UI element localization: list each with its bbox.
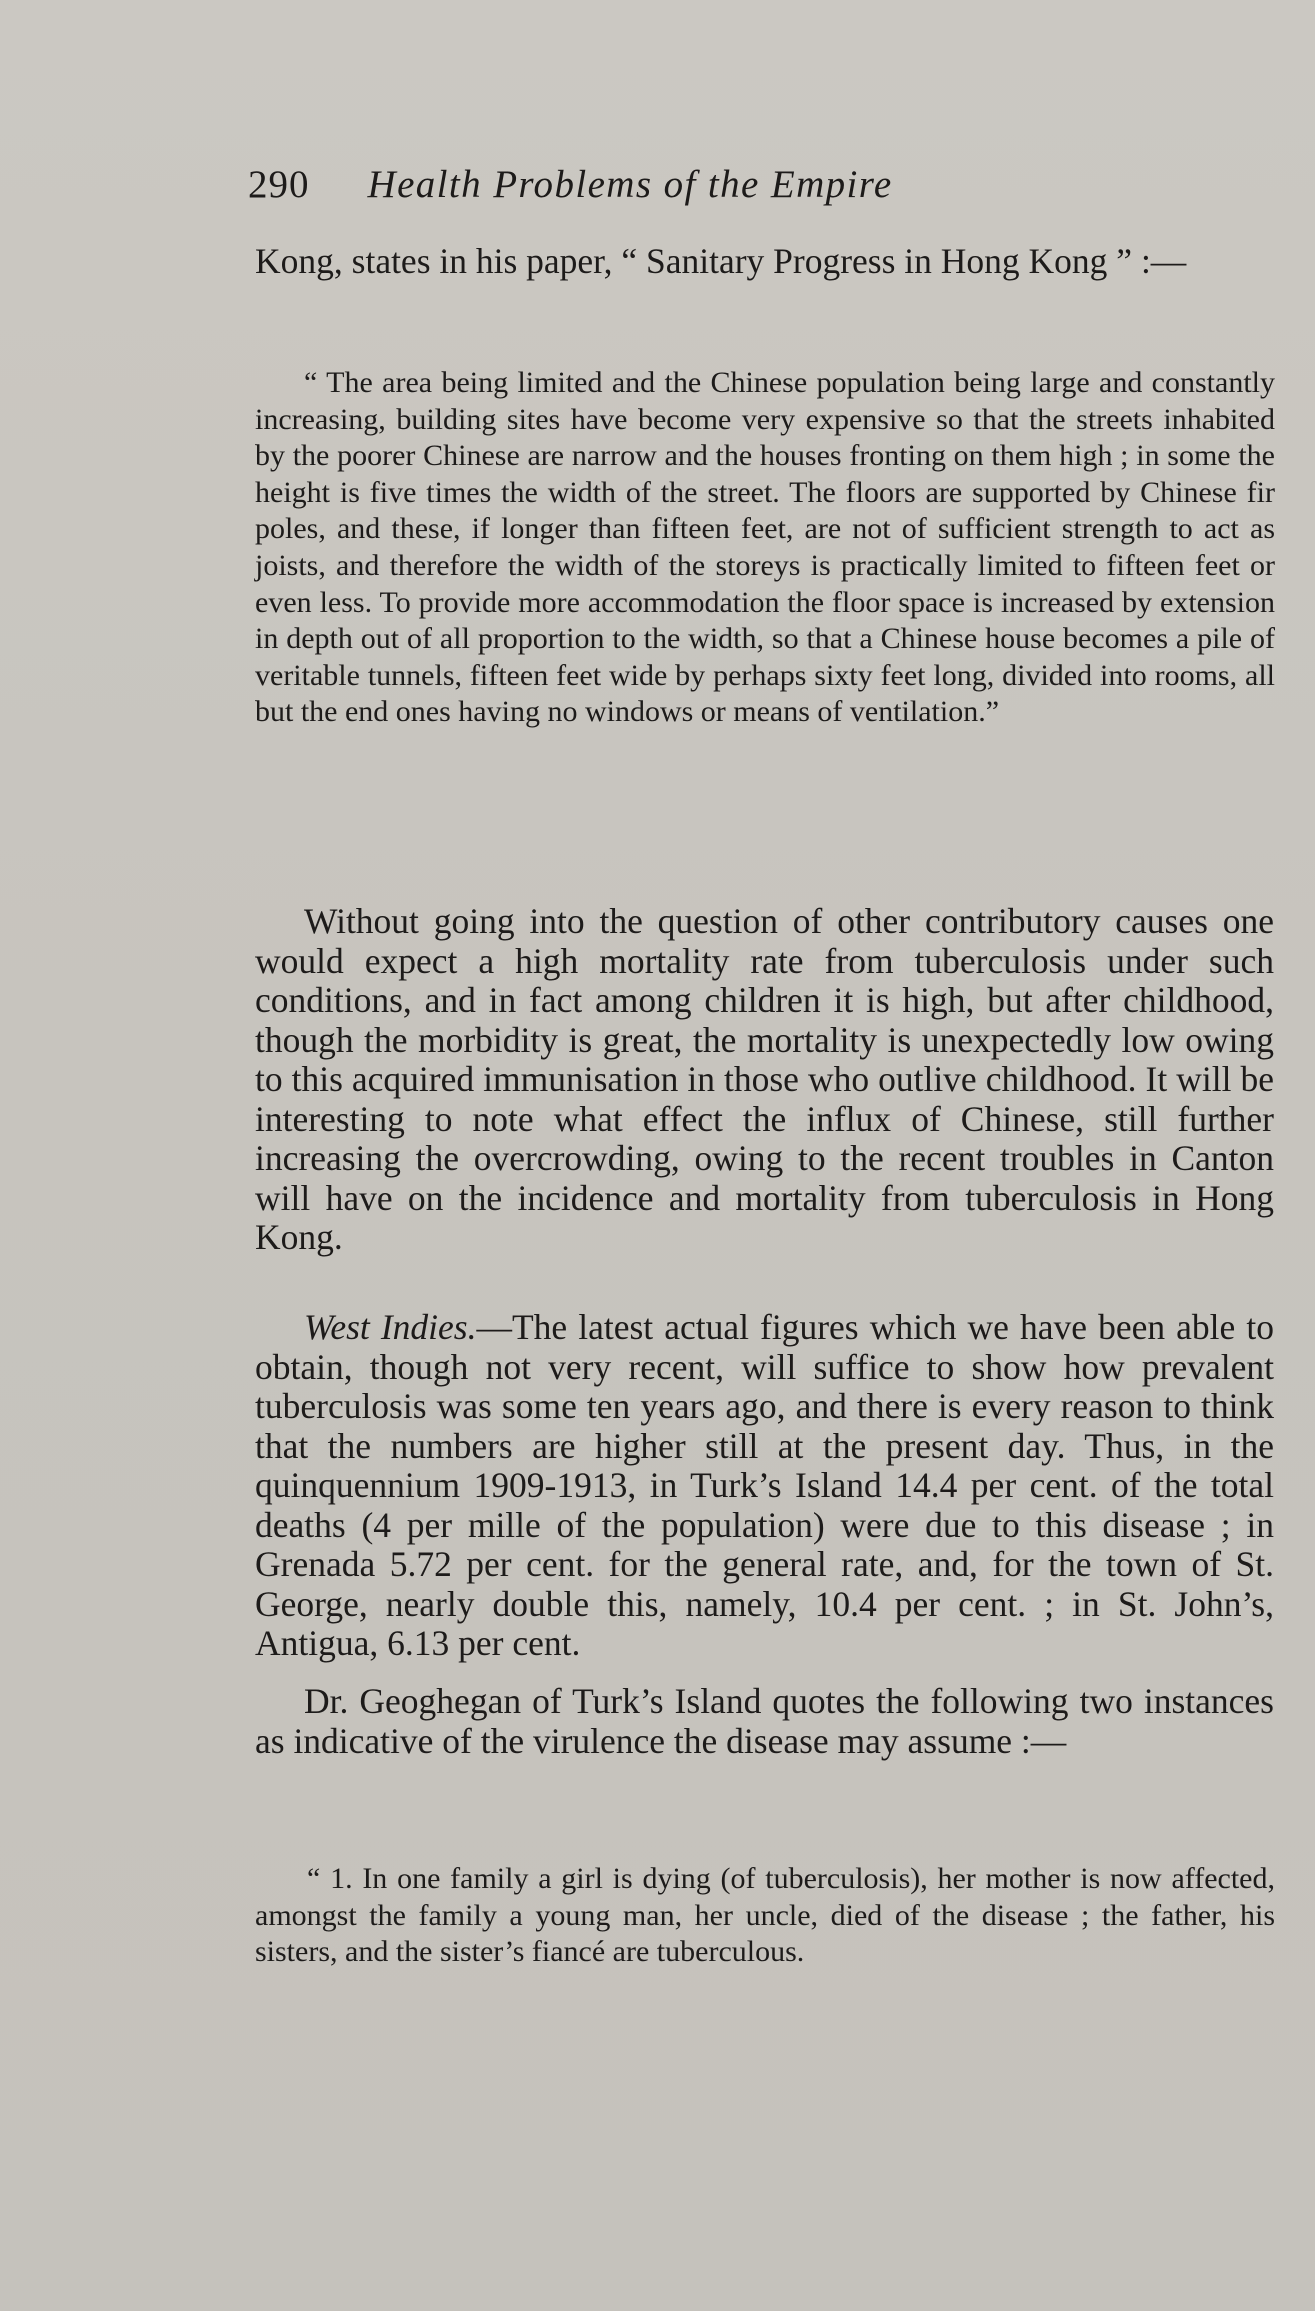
body-paragraph-2 (255, 1308, 1274, 1664)
section-lead: West Indies. (304, 1307, 477, 1347)
quotation-block-2 (255, 1861, 1275, 1971)
body-paragraph-3: Dr. Geoghegan of Turk’s Island quotes the following two instances as indicative of the virulence the disease may assume :— (255, 1681, 1274, 1761)
running-title: Health Problems of the Empire (367, 163, 893, 206)
quotation-paragraph-1: “ The area being limited and the Chinese population being large and constantly increasing, building sites have become very expensive so that the streets inhabited by the poorer Chinese are narrow and the houses fronting on them high ; in some the height is five times the width of the street. The floors are supported by Chinese fir poles, and these, if longer than fifteen feet, are not of sufficient strength to act as joists, and therefore the width of the storeys is practically limited to fifteen feet or even less. To provide more accommodation the floor space is increased by extension in depth out of all proportion to the width, so that a Chinese house becomes a pile of veritable tunnels, fifteen feet wide by perhaps sixty feet long, divided into rooms, all but the end ones having no windows or means of ventilation.” (255, 366, 1275, 729)
quotation-block-1 (255, 365, 1275, 731)
page-header (248, 162, 1093, 218)
intro-paragraph: Kong, states in his paper, “ Sanitary Progress in Hong Kong ” :— (255, 241, 1187, 281)
page-number: 290 (248, 163, 310, 206)
quotation-paragraph-2: “ 1. In one family a girl is dying (of tuberculosis), her mother is now affected, amongst the family a young man, her uncle, died of the disease ; the father, his sisters, and the sister’s fiancé are tuberculous. (255, 1862, 1275, 1969)
body-paragraph-block-3 (255, 1682, 1274, 1761)
intro-text-block (255, 242, 1274, 282)
body-paragraph-1: Without going into the question of other contributory causes one would expect a high mortality rate from tuberculosis under such conditions, and in fact among children it is high, but after childhood, though the morbidity is great, the mortality is unexpectedly low owing to this acquired immunisation in those who outlive childhood. It will be interesting to note what effect the influx of Chinese, still further increasing the overcrowding, owing to the recent troubles in Canton will have on the incidence and mortality from tuberculosis in Hong Kong. (255, 901, 1274, 1257)
body-paragraph-block-2 (255, 1308, 1274, 1664)
body-paragraph-block-1 (255, 902, 1274, 1258)
section-body: —The latest actual figures which we have been able to obtain, though not very recent, will suffice to show how prevalent tuberculosis was some ten years ago, and there is every reason to think that the numbers are higher still at the present day. Thus, in the quinquennium 1909-1913, in Turk’s Island 14.4 per cent. of the total deaths (4 per mille of the population) were due to this disease ; in Grenada 5.72 per cent. for the general rate, and, for the town of St. George, nearly double this, namely, 10.4 per cent. ; in St. John’s, Antigua, 6.13 per cent. (255, 1307, 1274, 1663)
